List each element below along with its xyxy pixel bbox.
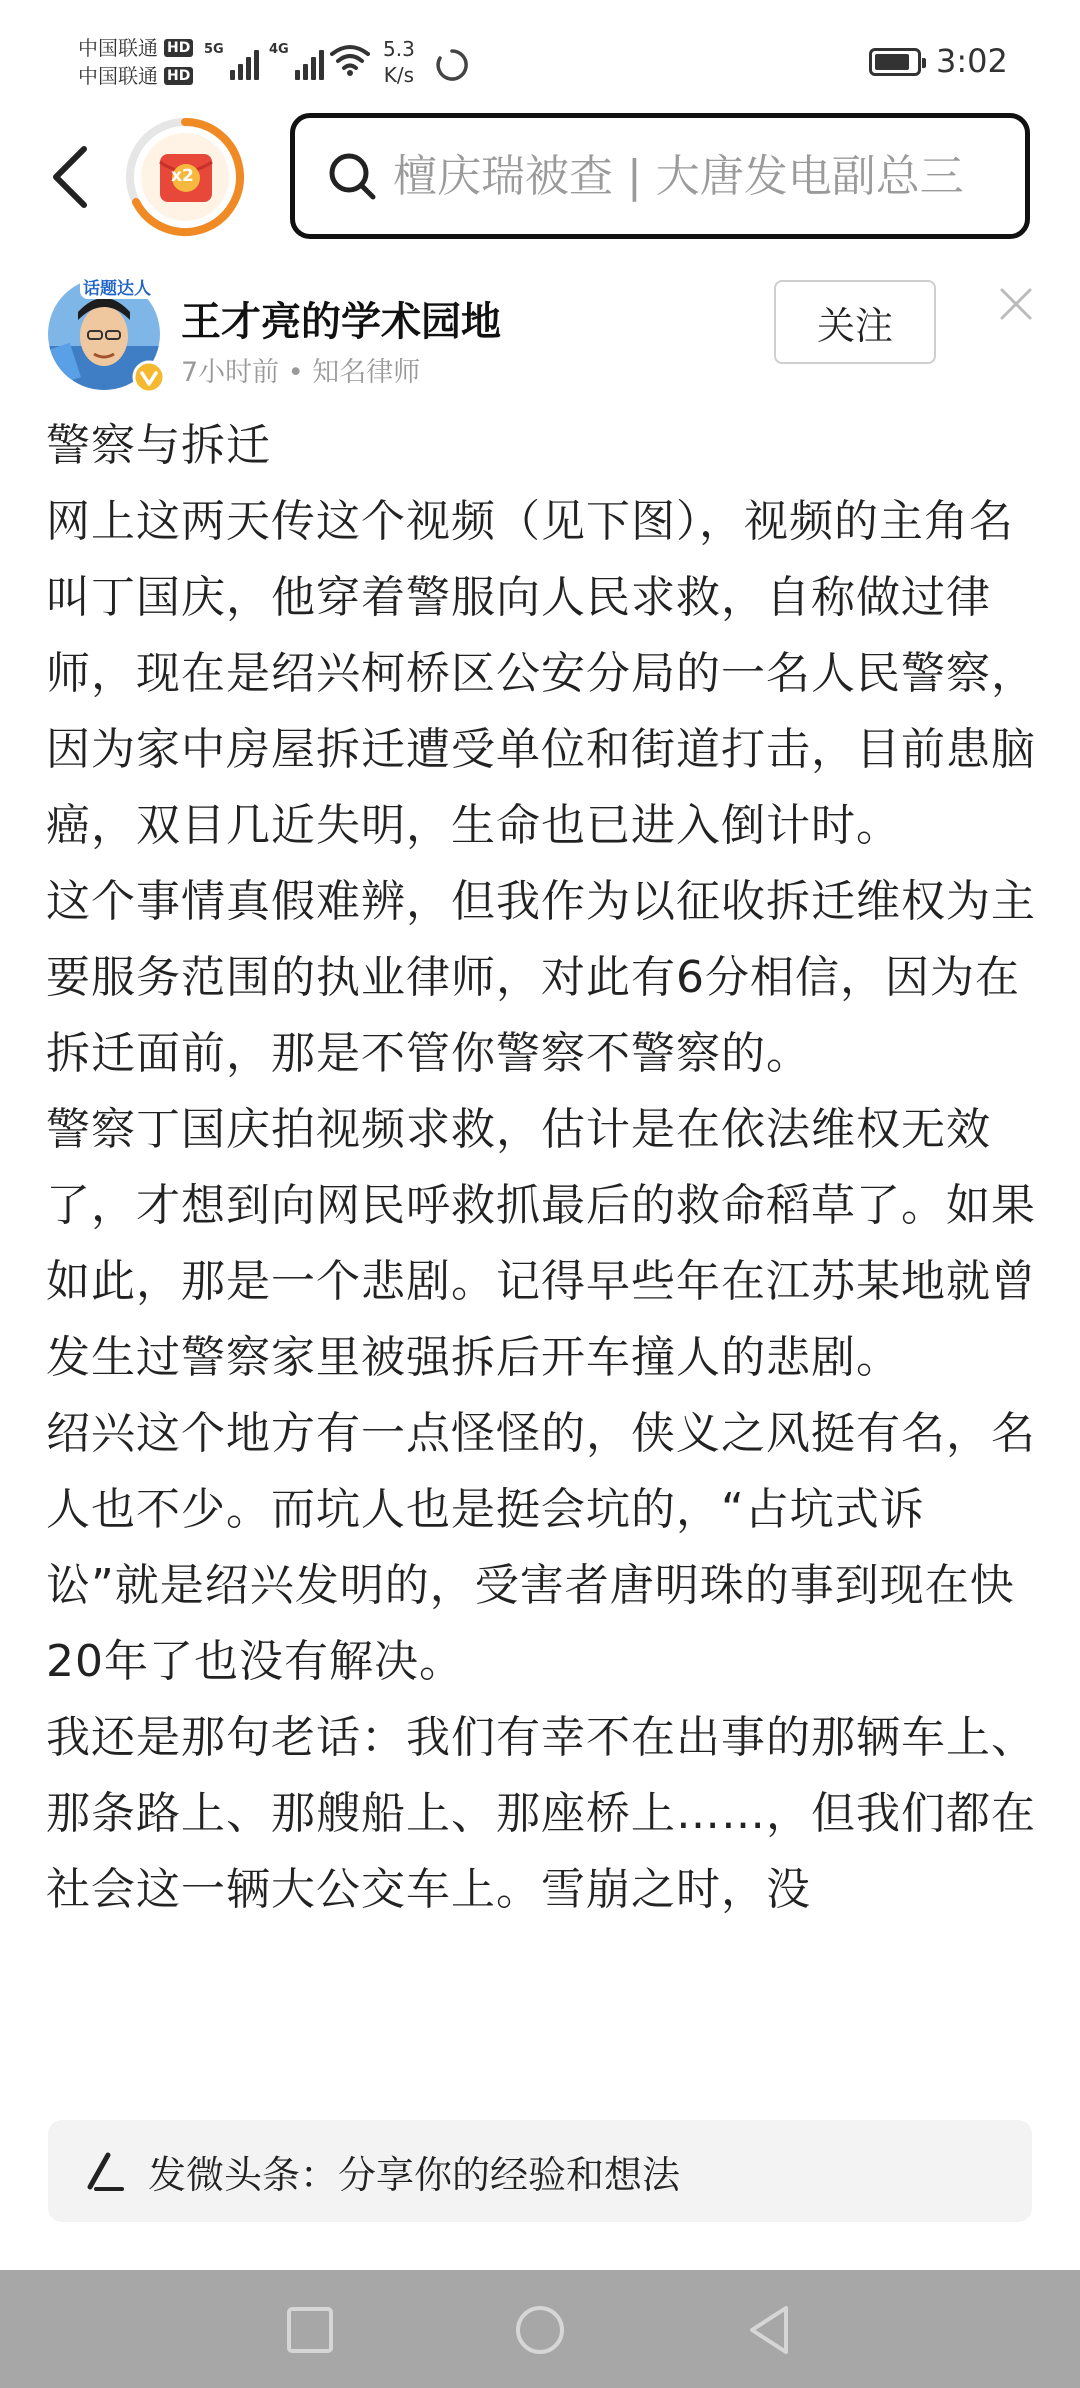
carrier-1 (78, 34, 193, 62)
follow-button[interactable]: 关注 (774, 280, 936, 364)
battery-level (875, 54, 909, 70)
circle-icon[interactable] (512, 2302, 568, 2358)
clock: 3:02 (936, 42, 1008, 80)
net-speed-unit: K/s (383, 63, 415, 87)
search-icon (327, 151, 377, 201)
topic-expert-badge: 话题达人 (80, 274, 154, 299)
article-title: 警察与拆迁 (46, 420, 271, 471)
sync-icon (435, 48, 469, 82)
search-input[interactable] (391, 150, 1025, 203)
article-paragraph: 这个事情真假难辨，但我作为以征收拆迁维权为主要服务范围的执业律师，对此有6分相信，因为在拆迁面前，那是不管你警察不警察的。 (46, 876, 1036, 1079)
carrier-2-name: 中国联通 (78, 64, 158, 88)
avatar[interactable] (46, 276, 162, 392)
carrier-2 (78, 62, 193, 90)
carrier-1-name: 中国联通 (78, 36, 158, 60)
article-paragraph: 绍兴这个地方有一点怪怪的，侠义之风挺有名，名人也不少。而坑人也是挺会坑的，“占坑式诉讼”就是绍兴发明的，受害者唐明珠的事到现在快20年了也没有解决。 (46, 1408, 1036, 1687)
carrier-info (78, 34, 193, 90)
article-paragraph: 我还是那句老话：我们有幸不在出事的那辆车上、那条路上、那艘船上、那座桥上……，但我们都在社会这一辆大公交车上。雪崩之时，没 (46, 1712, 1036, 1915)
back-arrow-icon (50, 145, 90, 209)
pen-icon (82, 2149, 126, 2193)
hd-badge-1: HD (164, 39, 193, 57)
status-bar (0, 0, 1080, 110)
signal-5g-icon (204, 42, 259, 80)
article-paragraph: 网上这两天传这个视频（见下图），视频的主角名叫丁国庆，他穿着警服向人民求救，自称做过律师，现在是绍兴柯桥区公安分局的一名人民警察，因为家中房屋拆迁遭受单位和街道打击，目前患脑癌，双目几近失明，生命也已进入倒计时。 (46, 496, 1036, 851)
author-meta: 7小时前 • 知名律师 (181, 357, 421, 388)
net-speed-value: 5.3 (383, 37, 415, 61)
article-body (46, 408, 1036, 1928)
signal-5g-label: 5G (204, 42, 224, 57)
composer-placeholder: 发微头条：分享你的经验和想法 (148, 2152, 681, 2197)
hd-badge-2: HD (164, 67, 193, 85)
search-bar[interactable] (290, 113, 1030, 239)
signal-4g-label: 4G (269, 42, 289, 57)
battery-icon (869, 48, 921, 76)
reward-multiplier: x2 (171, 166, 194, 186)
reading-reward-button[interactable] (124, 116, 246, 238)
system-nav-bar (0, 2270, 1080, 2388)
author-name[interactable]: 王才亮的学术园地 (181, 299, 501, 345)
article-paragraph: 警察丁国庆拍视频求救，估计是在依法维权无效了，才想到向网民呼救抓最后的救命稻草了。如果如此，那是一个悲剧。记得早些年在江苏某地就曾发生过警察家里被强拆后开车撞人的悲剧。 (46, 1104, 1036, 1383)
signal-indicators (204, 42, 324, 80)
triangle-back-icon[interactable] (742, 2302, 798, 2358)
signal-4g-icon (269, 42, 324, 80)
square-icon[interactable] (282, 2302, 338, 2358)
verified-icon (132, 360, 166, 394)
net-speed (383, 36, 415, 88)
back-button[interactable] (40, 132, 100, 222)
micro-post-composer[interactable] (48, 2120, 1032, 2222)
close-icon[interactable] (996, 284, 1036, 324)
wifi-icon (330, 44, 370, 76)
